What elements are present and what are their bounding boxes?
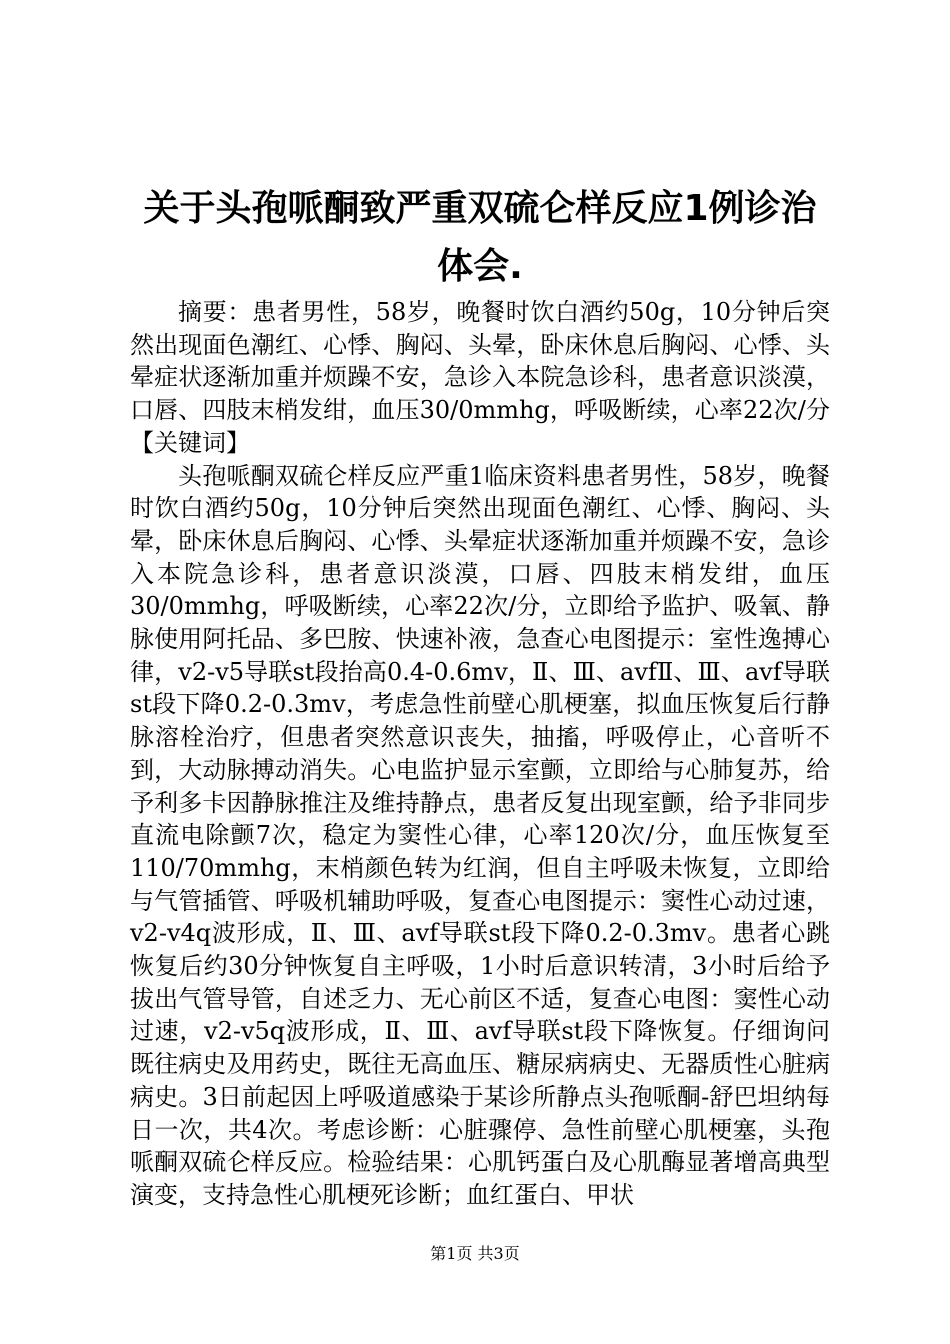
document-title: 关于头孢哌酮致严重双硫仑样反应1例诊治体会.	[143, 188, 817, 287]
body-paragraph: 头孢哌酮双硫仑样反应严重1临床资料患者男性，58岁，晚餐时饮白酒约50g，10分钟后突然出现面色潮红、心悸、胸闷、头晕，卧床休息后胸闷、心悸、头晕症状逐渐加重并烦躁不安，急诊入本院急诊科，患者意识淡漠，口唇、四肢末梢发绀，血压30/0mmhg，呼吸断续，心率22次/分，立即给予监护、吸氧、静脉使用阿托品、多巴胺、快速补液，急查心电图提示：室性逸搏心律，v2-v5导联st段抬高0.4-0.6mv，Ⅱ、Ⅲ、avfⅡ、Ⅲ、avf导联st段下降0.2-0.3mv，考虑急性前壁心肌梗塞，拟血压恢复后行静脉溶栓治疗，但患者突然意识丧失，抽搐，呼吸停止，心音听不到，大动脉搏动消失。心电监护显示室颤，立即给与心肺复苏，给予利多卡因静脉推注及维持静点，患者反复出现室颤，给予非同步直流电除颤7次，稳定为窦性心律，心率120次/分，血压恢复至110/70mmhg，末梢颜色转为红润，但自主呼吸未恢复，立即给与气管插管、呼吸机辅助呼吸，复查心电图提示：窦性心动过速，v2-v4q波形成，Ⅱ、Ⅲ、avf导联st段下降0.2-0.3mv。患者心跳恢复后约30分钟恢复自主呼吸，1小时后意识转清，3小时后给予拔出气管导管，自述乏力、无心前区不适，复查心电图：窦性心动过速，v2-v5q波形成，Ⅱ、Ⅲ、avf导联st段下降恢复。仔细询问既往病史及用药史，既往无高血压、糖尿病病史、无器质性心脏病病史。3日前起因上呼吸道感染于某诊所静点头孢哌酮-舒巴坦纳每日一次，共4次。考虑诊断：心脏骤停、急性前壁心肌梗塞，头孢哌酮双硫仑样反应。检验结果：心肌钙蛋白及心肌酶显著增高典型演变，支持急性心肌梗死诊断；血红蛋白、甲状	[130, 461, 830, 1209]
page-footer: 第1页 共3页	[430, 1244, 520, 1263]
document-body	[130, 296, 830, 1212]
abstract-paragraph: 摘要：患者男性，58岁，晚餐时饮白酒约50g，10分钟后突然出现面色潮红、心悸、胸闷、头晕，卧床休息后胸闷、心悸、头晕症状逐渐加重并烦躁不安，急诊入本院急诊科，患者意识淡漠，口唇、四肢末梢发绀，血压30/0mmhg，呼吸断续，心率22次/分【关键词】	[130, 298, 830, 457]
